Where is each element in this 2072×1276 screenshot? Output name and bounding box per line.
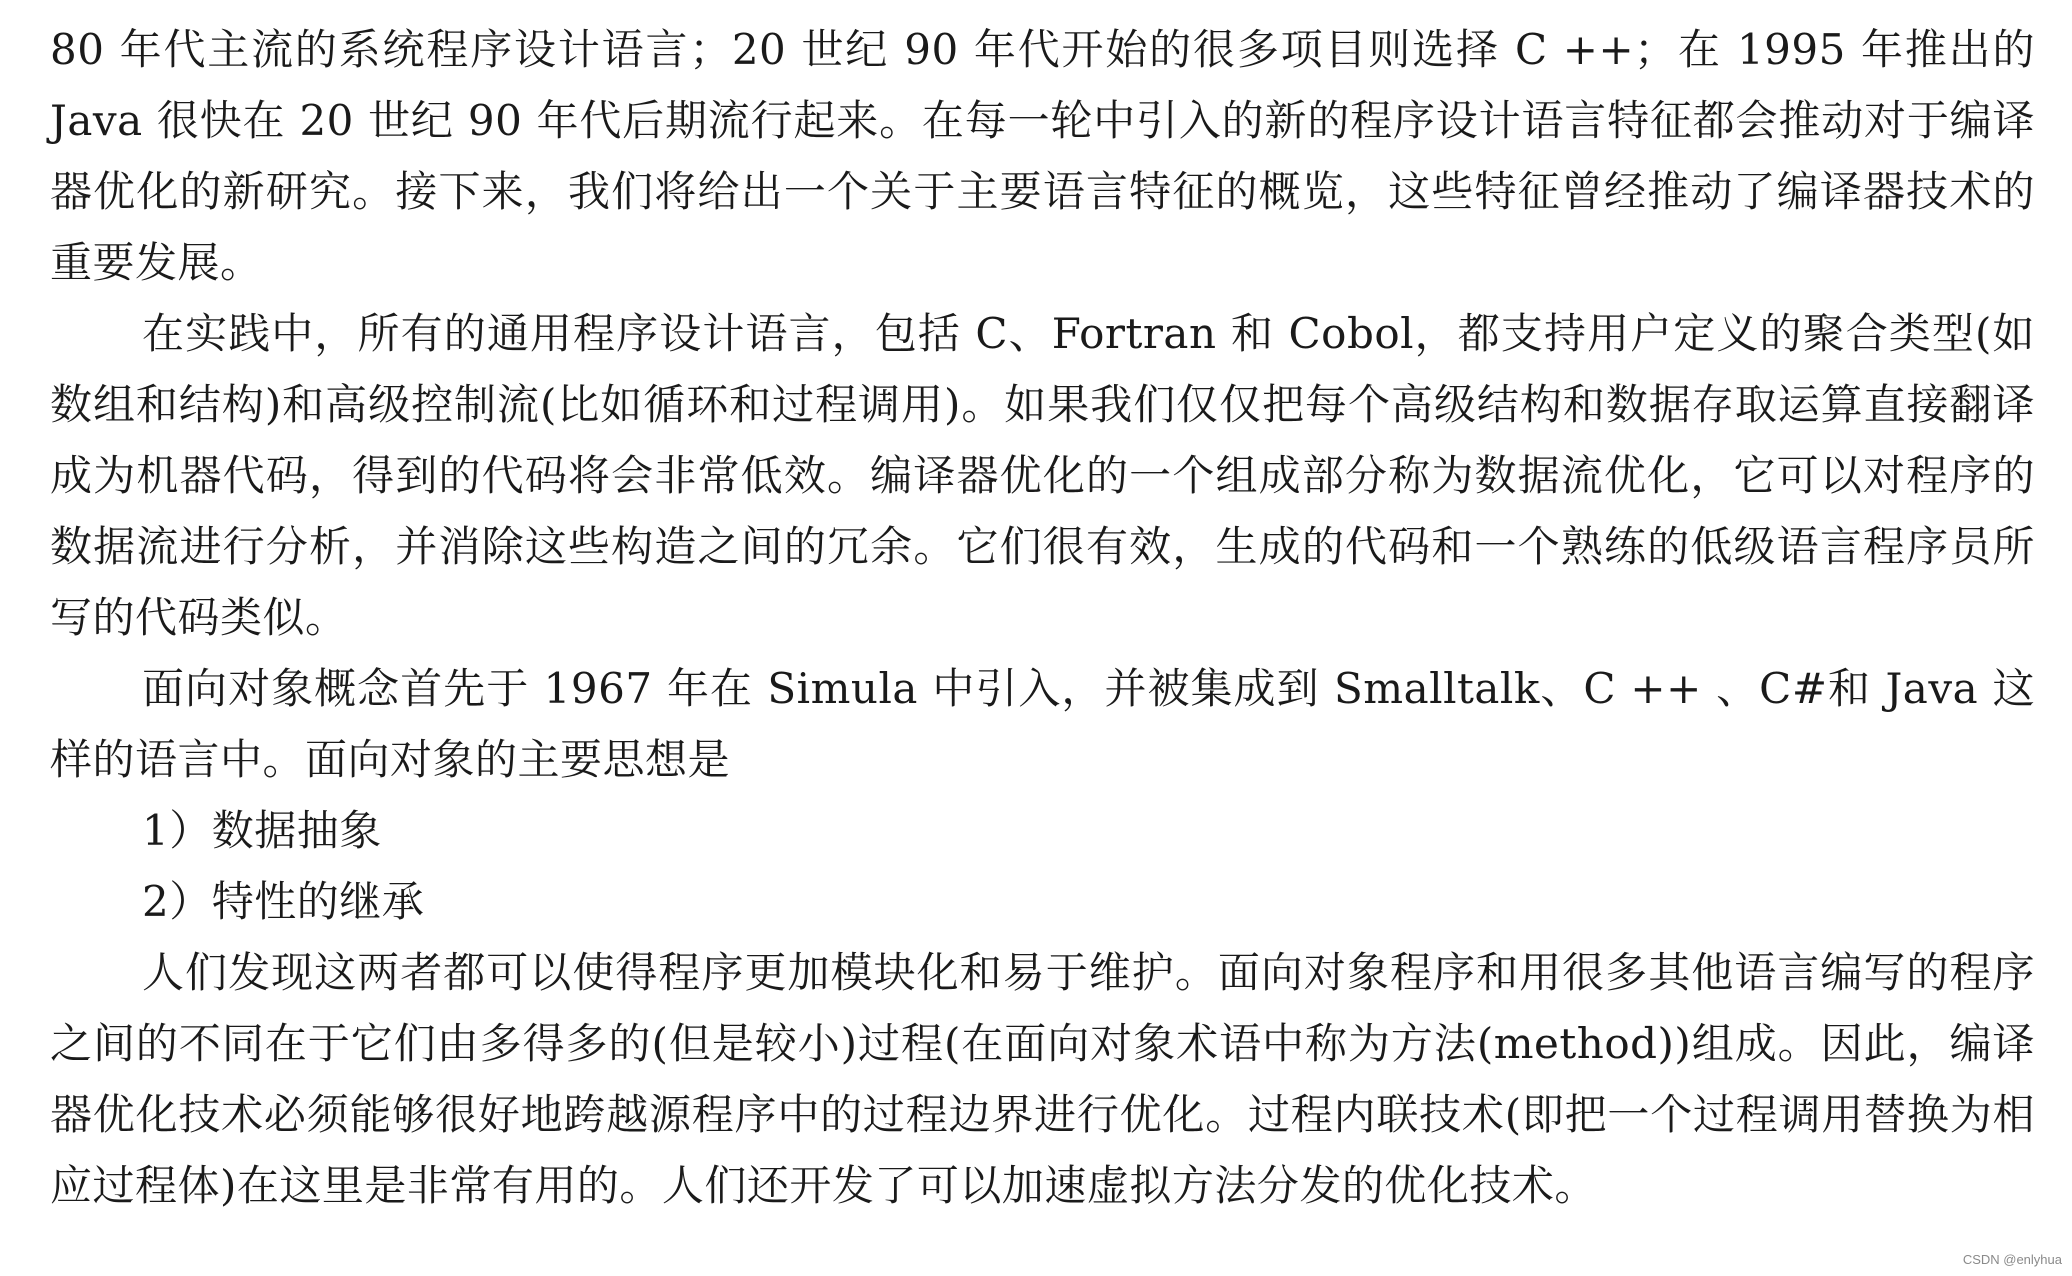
- paragraph-2: 在实践中，所有的通用程序设计语言，包括 C、Fortran 和 Cobol，都支持用户定义的聚合类型(如数组和结构)和高级控制流(比如循环和过程调用)。如果我们仅仅把每个高级结构和数据存取运算直接翻译成为机器代码，得到的代码将会非常低效。编译器优化的一个组成部分称为数据流优化，它可以对程序的数据流进行分析，并消除这些构造之间的冗余。它们很有效，生成的代码和一个熟练的低级语言程序员所写的代码类似。: [50, 309, 2035, 642]
- watermark: CSDN @enlyhua: [1962, 1252, 2062, 1267]
- paragraph-3: 面向对象概念首先于 1967 年在 Simula 中引入，并被集成到 Smalltalk、C ++ 、C#和 Java 这样的语言中。面向对象的主要思想是: [50, 664, 2035, 784]
- paragraph-1: 80 年代主流的系统程序设计语言；20 世纪 90 年代开始的很多项目则选择 C ++；在 1995 年推出的 Java 很快在 20 世纪 90 年代后期流行起来。在每一轮中引入的新的程序设计语言特征都会推动对于编译器优化的新研究。接下来，我们将给出一个关于主要语言特征的概览，这些特征曾经推动了编译器技术的重要发展。: [50, 25, 2035, 287]
- list-item-1: 1）数据抽象: [142, 806, 382, 855]
- paragraph-4: 人们发现这两者都可以使得程序更加模块化和易于维护。面向对象程序和用很多其他语言编写的程序之间的不同在于它们由多得多的(但是较小)过程(在面向对象术语中称为方法(method))组成。因此，编译器优化技术必须能够很好地跨越源程序中的过程边界进行优化。过程内联技术(即把一个过程调用替换为相应过程体)在这里是非常有用的。人们还开发了可以加速虚拟方法分发的优化技术。: [50, 948, 2035, 1210]
- document-body: [50, 14, 2035, 1221]
- list-item-2: 2）特性的继承: [142, 877, 425, 926]
